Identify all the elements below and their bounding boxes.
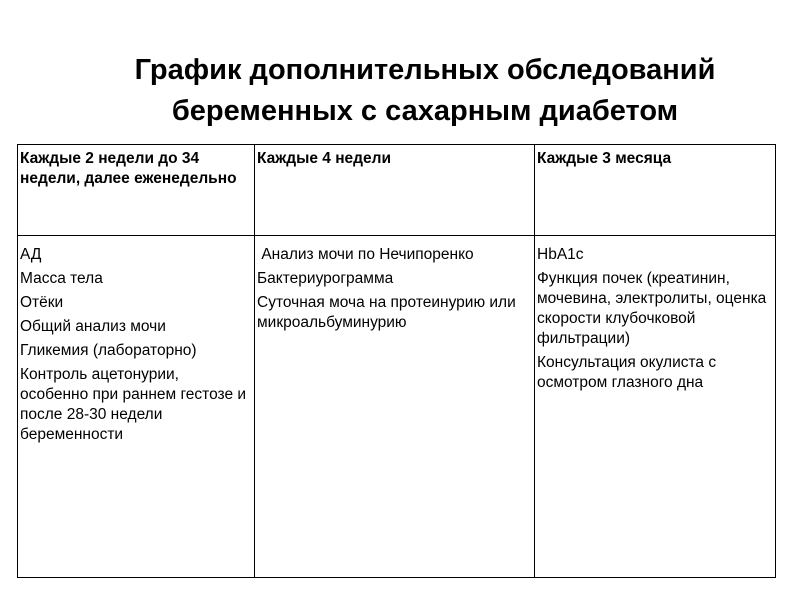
list-item: Контроль ацетонурии, особенно при раннем гестозе и после 28-30 недели беременности [20, 366, 247, 443]
list-item: АД [20, 246, 42, 263]
list-item: Гликемия (лабораторно) [20, 342, 197, 359]
exam-schedule-table [17, 144, 776, 578]
slide-title [60, 50, 790, 132]
header-every-4-weeks: Каждые 4 недели [255, 145, 535, 236]
slide-title-line-1: График дополнительных обследований [134, 54, 716, 86]
cell-every-3-months [535, 236, 776, 578]
table-body-row [18, 236, 776, 578]
table-header-row [18, 145, 776, 236]
header-every-3-months: Каждые 3 месяца [535, 145, 776, 236]
slide-title-line-2: беременных с сахарным диабетом [171, 95, 679, 127]
header-every-2-weeks: Каждые 2 недели до 34 недели, далее еженедельно [18, 145, 255, 236]
list-item: Общий анализ мочи [20, 318, 166, 335]
list-item: Функция почек (креатинин, мочевина, электролиты, оценка скорости клубочковой фильтрации) [537, 270, 767, 347]
list-item: Масса тела [20, 270, 103, 287]
list-item: Анализ мочи по Нечипоренко [257, 246, 474, 263]
list-item: HbA1c [537, 246, 584, 263]
list-item: Суточная моча на протеинурию или микроальбуминурию [257, 294, 516, 331]
list-item: Консультация окулиста с осмотром глазного дна [537, 354, 717, 391]
list-item: Бактериурограмма [257, 270, 394, 287]
cell-every-2-weeks [18, 236, 255, 578]
cell-every-4-weeks [255, 236, 535, 578]
list-item: Отёки [20, 294, 64, 311]
